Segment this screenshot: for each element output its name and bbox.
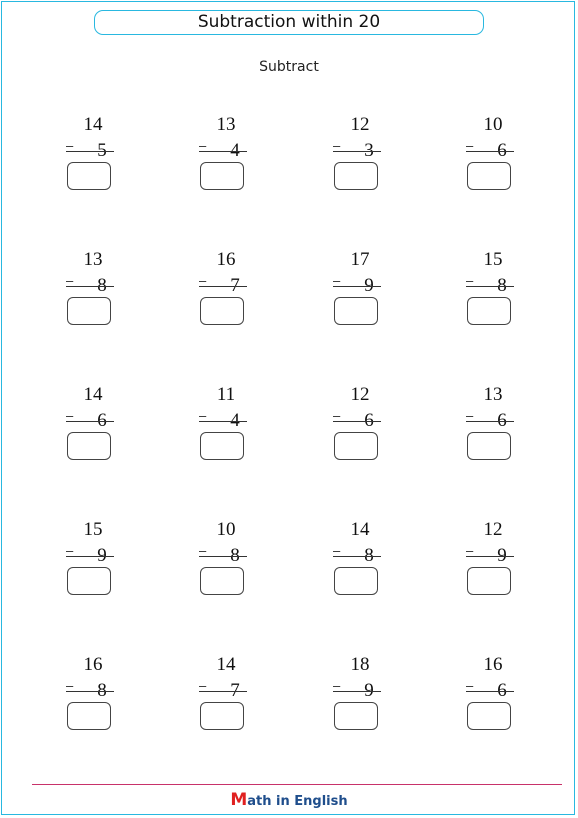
answer-box[interactable]	[200, 432, 244, 460]
answer-rule	[466, 421, 514, 422]
subtrahend: 6	[497, 140, 507, 161]
subtrahend: 8	[97, 275, 107, 296]
answer-rule	[66, 421, 114, 422]
answer-rule	[66, 151, 114, 152]
subtrahend: 9	[364, 275, 374, 296]
minuend: 11	[216, 384, 236, 405]
minus-sign: –	[199, 543, 207, 558]
answer-box[interactable]	[334, 432, 378, 460]
answer-rule	[333, 286, 381, 287]
minus-sign: –	[66, 273, 74, 288]
minus-sign: –	[66, 408, 74, 423]
answer-rule	[333, 151, 381, 152]
subtrahend: 9	[497, 545, 507, 566]
problem-item	[199, 114, 259, 214]
subtrahend: 3	[364, 140, 374, 161]
answer-box[interactable]	[67, 567, 111, 595]
answer-box[interactable]	[67, 162, 111, 190]
answer-rule	[333, 421, 381, 422]
answer-box[interactable]	[200, 162, 244, 190]
problem-item	[66, 654, 126, 754]
subtrahend: 7	[230, 680, 240, 701]
subtrahend: 6	[97, 410, 107, 431]
answer-rule	[66, 556, 114, 557]
minus-sign: –	[66, 678, 74, 693]
answer-box[interactable]	[67, 432, 111, 460]
answer-rule	[466, 691, 514, 692]
minuend: 18	[350, 654, 370, 675]
answer-rule	[466, 556, 514, 557]
subtrahend: 5	[97, 140, 107, 161]
minuend: 16	[83, 654, 103, 675]
problem-item	[466, 114, 526, 214]
minuend: 16	[216, 249, 236, 270]
minuend: 10	[483, 114, 503, 135]
answer-box[interactable]	[200, 702, 244, 730]
subtrahend: 9	[364, 680, 374, 701]
problem-item	[333, 249, 393, 349]
minuend: 10	[216, 519, 236, 540]
answer-box[interactable]	[467, 432, 511, 460]
answer-box[interactable]	[67, 297, 111, 325]
minuend: 12	[350, 384, 370, 405]
minus-sign: –	[466, 273, 474, 288]
answer-rule	[199, 286, 247, 287]
minuend: 14	[216, 654, 236, 675]
minus-sign: –	[333, 138, 341, 153]
answer-box[interactable]	[467, 162, 511, 190]
minus-sign: –	[466, 543, 474, 558]
minuend: 12	[350, 114, 370, 135]
subtrahend: 4	[230, 410, 240, 431]
minus-sign: –	[199, 408, 207, 423]
answer-rule	[199, 691, 247, 692]
problem-item	[333, 114, 393, 214]
answer-box[interactable]	[467, 702, 511, 730]
minuend: 16	[483, 654, 503, 675]
minus-sign: –	[333, 408, 341, 423]
subtrahend: 7	[230, 275, 240, 296]
subtrahend: 8	[97, 680, 107, 701]
minus-sign: –	[466, 408, 474, 423]
worksheet-title: Subtraction within 20	[94, 10, 484, 35]
problem-item	[333, 519, 393, 619]
problem-item	[199, 384, 259, 484]
answer-rule	[333, 556, 381, 557]
minus-sign: –	[66, 543, 74, 558]
minuend: 13	[83, 249, 103, 270]
answer-rule	[466, 151, 514, 152]
minus-sign: –	[466, 678, 474, 693]
problem-item	[66, 114, 126, 214]
minuend: 14	[83, 384, 103, 405]
subtrahend: 8	[230, 545, 240, 566]
problem-item	[466, 384, 526, 484]
minus-sign: –	[333, 273, 341, 288]
problem-item	[199, 249, 259, 349]
answer-rule	[199, 151, 247, 152]
problem-item	[66, 519, 126, 619]
answer-box[interactable]	[334, 702, 378, 730]
minus-sign: –	[199, 678, 207, 693]
minus-sign: –	[66, 138, 74, 153]
problem-item	[333, 384, 393, 484]
answer-rule	[333, 691, 381, 692]
answer-box[interactable]	[334, 567, 378, 595]
subtrahend: 6	[497, 410, 507, 431]
brand-logo-initial: M	[230, 790, 248, 810]
answer-box[interactable]	[467, 567, 511, 595]
minuend: 15	[483, 249, 503, 270]
problem-item	[333, 654, 393, 754]
answer-box[interactable]	[334, 297, 378, 325]
minuend: 13	[483, 384, 503, 405]
answer-rule	[66, 286, 114, 287]
minus-sign: –	[333, 543, 341, 558]
answer-rule	[466, 286, 514, 287]
minuend: 13	[216, 114, 236, 135]
brand-logo-text: ath in English	[247, 794, 348, 809]
problem-item	[466, 249, 526, 349]
minus-sign: –	[199, 273, 207, 288]
problem-item	[199, 519, 259, 619]
minuend: 12	[483, 519, 503, 540]
problem-item	[466, 519, 526, 619]
subtrahend: 6	[364, 410, 374, 431]
subtrahend: 8	[497, 275, 507, 296]
problem-item	[199, 654, 259, 754]
instruction-text: Subtract	[259, 59, 319, 75]
subtrahend: 4	[230, 140, 240, 161]
minuend: 14	[350, 519, 370, 540]
answer-box[interactable]	[334, 162, 378, 190]
minuend: 17	[350, 249, 370, 270]
subtrahend: 6	[497, 680, 507, 701]
problem-item	[66, 384, 126, 484]
answer-rule	[199, 421, 247, 422]
answer-box[interactable]	[467, 297, 511, 325]
answer-box[interactable]	[67, 702, 111, 730]
brand-logo	[0, 790, 578, 810]
minuend: 15	[83, 519, 103, 540]
problem-item	[466, 654, 526, 754]
subtrahend: 8	[364, 545, 374, 566]
answer-box[interactable]	[200, 567, 244, 595]
minus-sign: –	[466, 138, 474, 153]
answer-box[interactable]	[200, 297, 244, 325]
answer-rule	[66, 691, 114, 692]
answer-rule	[199, 556, 247, 557]
subtrahend: 9	[97, 545, 107, 566]
minus-sign: –	[333, 678, 341, 693]
minuend: 14	[83, 114, 103, 135]
footer-divider	[32, 784, 562, 785]
minus-sign: –	[199, 138, 207, 153]
problem-item	[66, 249, 126, 349]
